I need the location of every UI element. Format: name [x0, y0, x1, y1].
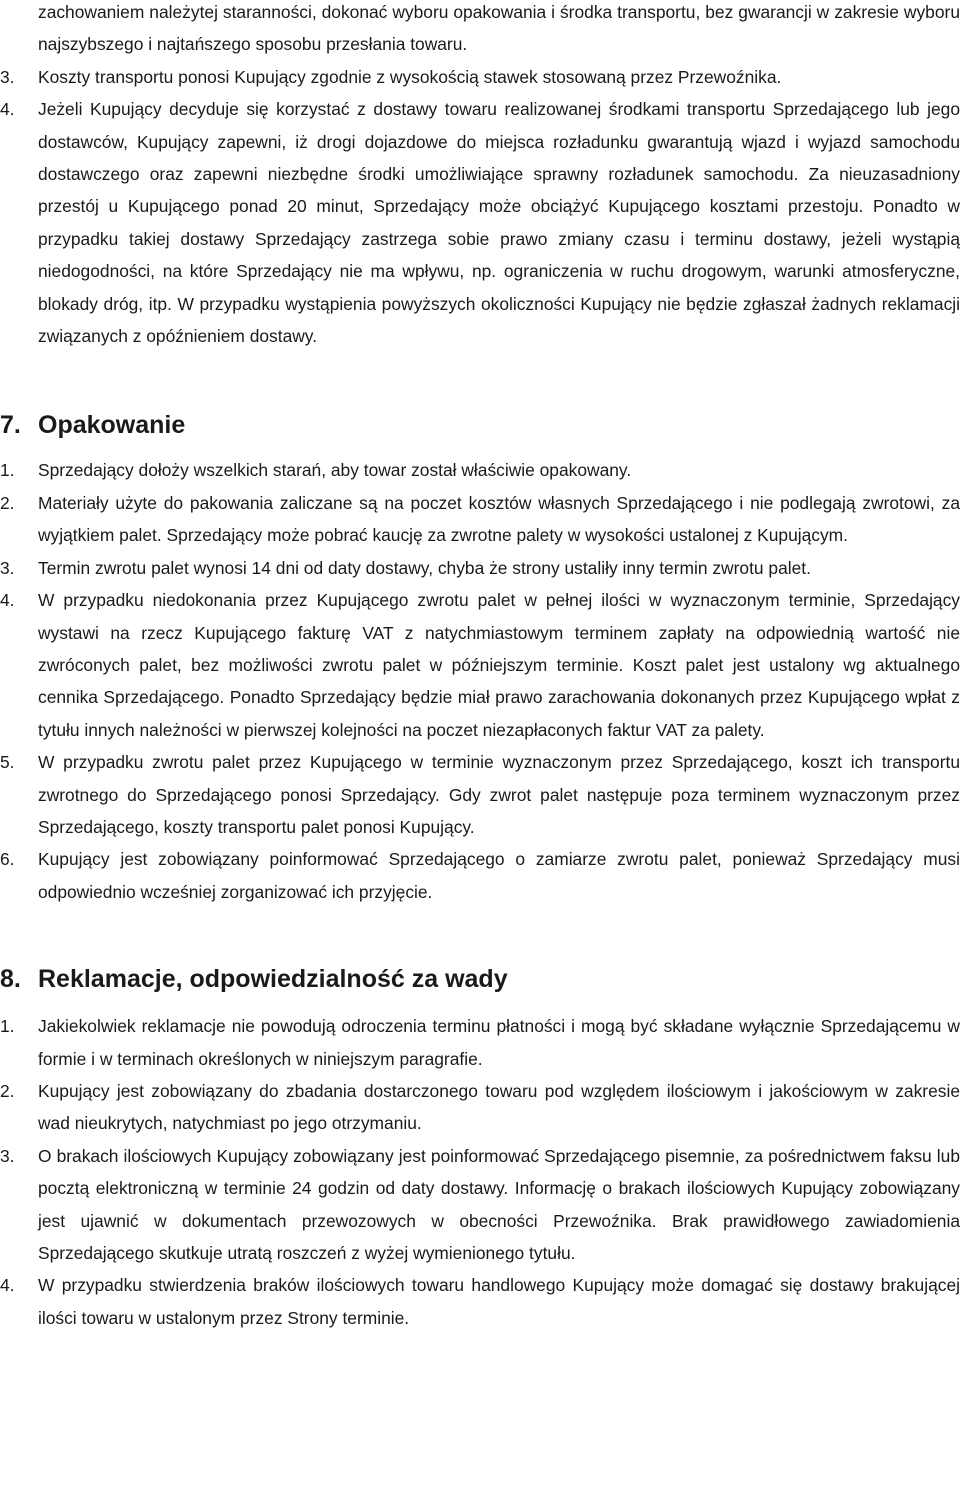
- list-item-text: Kupujący jest zobowiązany poinformować Sprzedającego o zamiarze zwrotu palet, ponieważ Sprzedający musi odpowiednio wcześniej zorganizować ich przyjęcie.: [38, 849, 960, 902]
- list-item: [0, 93, 960, 352]
- section-title: Opakowanie: [38, 411, 186, 440]
- section-title: Reklamacje, odpowiedzialność za wady: [38, 965, 508, 994]
- continued-paragraph-text: zachowaniem należytej staranności, dokonać wyboru opakowania i środka transportu, bez gwarancji w zakresie wyboru najszybszego i najtańszego sposobu przesłania towaru.: [38, 2, 960, 55]
- list-item-text: Koszty transportu ponosi Kupujący zgodnie z wysokością stawek stosowaną przez Przewoźnika.: [38, 66, 782, 87]
- section-list: [0, 1010, 960, 1334]
- section-heading: [0, 408, 960, 442]
- list-item-text: W przypadku niedokonania przez Kupującego zwrotu palet w pełnej ilości w wyznaczonym terminie, Sprzedający wystawi na rzecz Kupującego fakturę VAT z natychmiastowym terminem zapłaty na odpowiednią wartość nie zwróconych palet, bez możliwości zwrotu palet w późniejszym terminie. Koszt palet jest ustalony wg aktualnego cennika Sprzedającego. Ponadto Sprzedający będzie miał prawo zarachowania dokonanych przez Kupującego wpłat z tytułu innych należności w pierwszej kolejności na poczet niezapłaconych faktur VAT za palety.: [38, 590, 960, 740]
- intro-list: [0, 61, 960, 353]
- section-number: 7.: [0, 411, 21, 440]
- list-item-number: 1.: [0, 1016, 15, 1037]
- continued-paragraph: [0, 0, 960, 61]
- list-item: [0, 61, 960, 93]
- list-item: [0, 1010, 960, 1075]
- section-list: [0, 454, 960, 908]
- list-item-text: Termin zwrotu palet wynosi 14 dni od daty dostawy, chyba że strony ustaliły inny termin zwrotu palet.: [38, 557, 811, 578]
- list-item: [0, 1075, 960, 1140]
- list-item-number: 2.: [0, 492, 15, 513]
- list-item: [0, 843, 960, 908]
- list-item-number: 4.: [0, 590, 15, 611]
- list-item-number: 3.: [0, 1145, 15, 1166]
- list-item: [0, 454, 960, 486]
- list-item-text: O brakach ilościowych Kupujący zobowiązany jest poinformować Sprzedającego pisemnie, za pośrednictwem faksu lub pocztą elektroniczną w terminie 24 godzin od daty dostawy. Informację o brakach ilościowych Kupujący zobowiązany jest ujawnić w dokumentach przewozowych w obecności Przewoźnika. Brak prawidłowego zawiadomienia Sprzedającego skutkuje utratą roszczeń z wyżej wymienionego tytułu.: [38, 1145, 960, 1263]
- list-item-number: 4.: [0, 99, 15, 120]
- list-item-text: Sprzedający dołoży wszelkich starań, aby towar został właściwie opakowany.: [38, 460, 632, 481]
- section-number: 8.: [0, 965, 21, 994]
- list-item: [0, 552, 960, 584]
- list-item: [0, 584, 960, 746]
- list-item-number: 5.: [0, 752, 15, 773]
- list-item: [0, 487, 960, 552]
- list-item-number: 4.: [0, 1275, 15, 1296]
- list-item-number: 1.: [0, 460, 15, 481]
- list-item-text: W przypadku stwierdzenia braków ilościowych towaru handlowego Kupujący może domagać się dostawy brakującej ilości towaru w ustalonym przez Strony terminie.: [38, 1275, 960, 1328]
- list-item-number: 6.: [0, 849, 15, 870]
- list-item: [0, 1269, 960, 1334]
- list-item-text: Kupujący jest zobowiązany do zbadania dostarczonego towaru pod względem ilościowym i jakościowym w zakresie wad nieukrytych, natychmiast po jego otrzymaniu.: [38, 1080, 960, 1134]
- section-complaints: [0, 962, 960, 1334]
- list-item-number: 3.: [0, 66, 15, 87]
- list-item-text: Materiały użyte do pakowania zaliczane są na poczet kosztów własnych Sprzedającego i nie podlegają zwrotowi, za wyjątkiem palet. Sprzedający może pobrać kaucję za zwrotne palety w wysokości ustalonej z Kupującym.: [38, 492, 960, 546]
- list-item-text: Jakiekolwiek reklamacje nie powodują odroczenia terminu płatności i mogą być składane wyłącznie Sprzedającemu w formie i w terminach określonych w niniejszym paragrafie.: [38, 1016, 960, 1069]
- list-item-text: W przypadku zwrotu palet przez Kupującego w terminie wyznaczonym przez Sprzedającego, koszt ich transportu zwrotnego do Sprzedającego ponosi Sprzedający. Gdy zwrot palet następuje poza terminem wyznaczonym przez Sprzedającego, koszty transportu palet ponosi Kupujący.: [38, 752, 960, 837]
- section-heading: [0, 962, 960, 996]
- list-item-number: 3.: [0, 557, 15, 578]
- list-item: [0, 1140, 960, 1270]
- list-item-number: 2.: [0, 1080, 15, 1101]
- list-item-text: Jeżeli Kupujący decyduje się korzystać z dostawy towaru realizowanej środkami transportu Sprzedającego lub jego dostawców, Kupujący zapewni, iż drogi dojazdowe do miejsca rozładunku gwarantują wjazd i wyjazd samochodu dostawczego oraz zapewni niezbędne środki umożliwiające sprawny rozładunek samochodu. Za nieuzasadniony przestój u Kupującego ponad 20 minut, Sprzedający może obciążyć Kupującego kosztami przestoju. Ponadto w przypadku takiej dostawy Sprzedający zastrzega sobie prawo zmiany czasu i terminu dostawy, jeżeli wystąpią niedogodności, na które Sprzedający nie ma wpływu, np. ograniczenia w ruchu drogowym, warunki atmosferyczne, blokady dróg, itp. W przypadku wystąpienia powyższych okoliczności Kupujący nie będzie zgłaszał żadnych reklamacji związanych z opóźnieniem dostawy.: [38, 99, 960, 347]
- section-packaging: [0, 408, 960, 908]
- list-item: [0, 746, 960, 843]
